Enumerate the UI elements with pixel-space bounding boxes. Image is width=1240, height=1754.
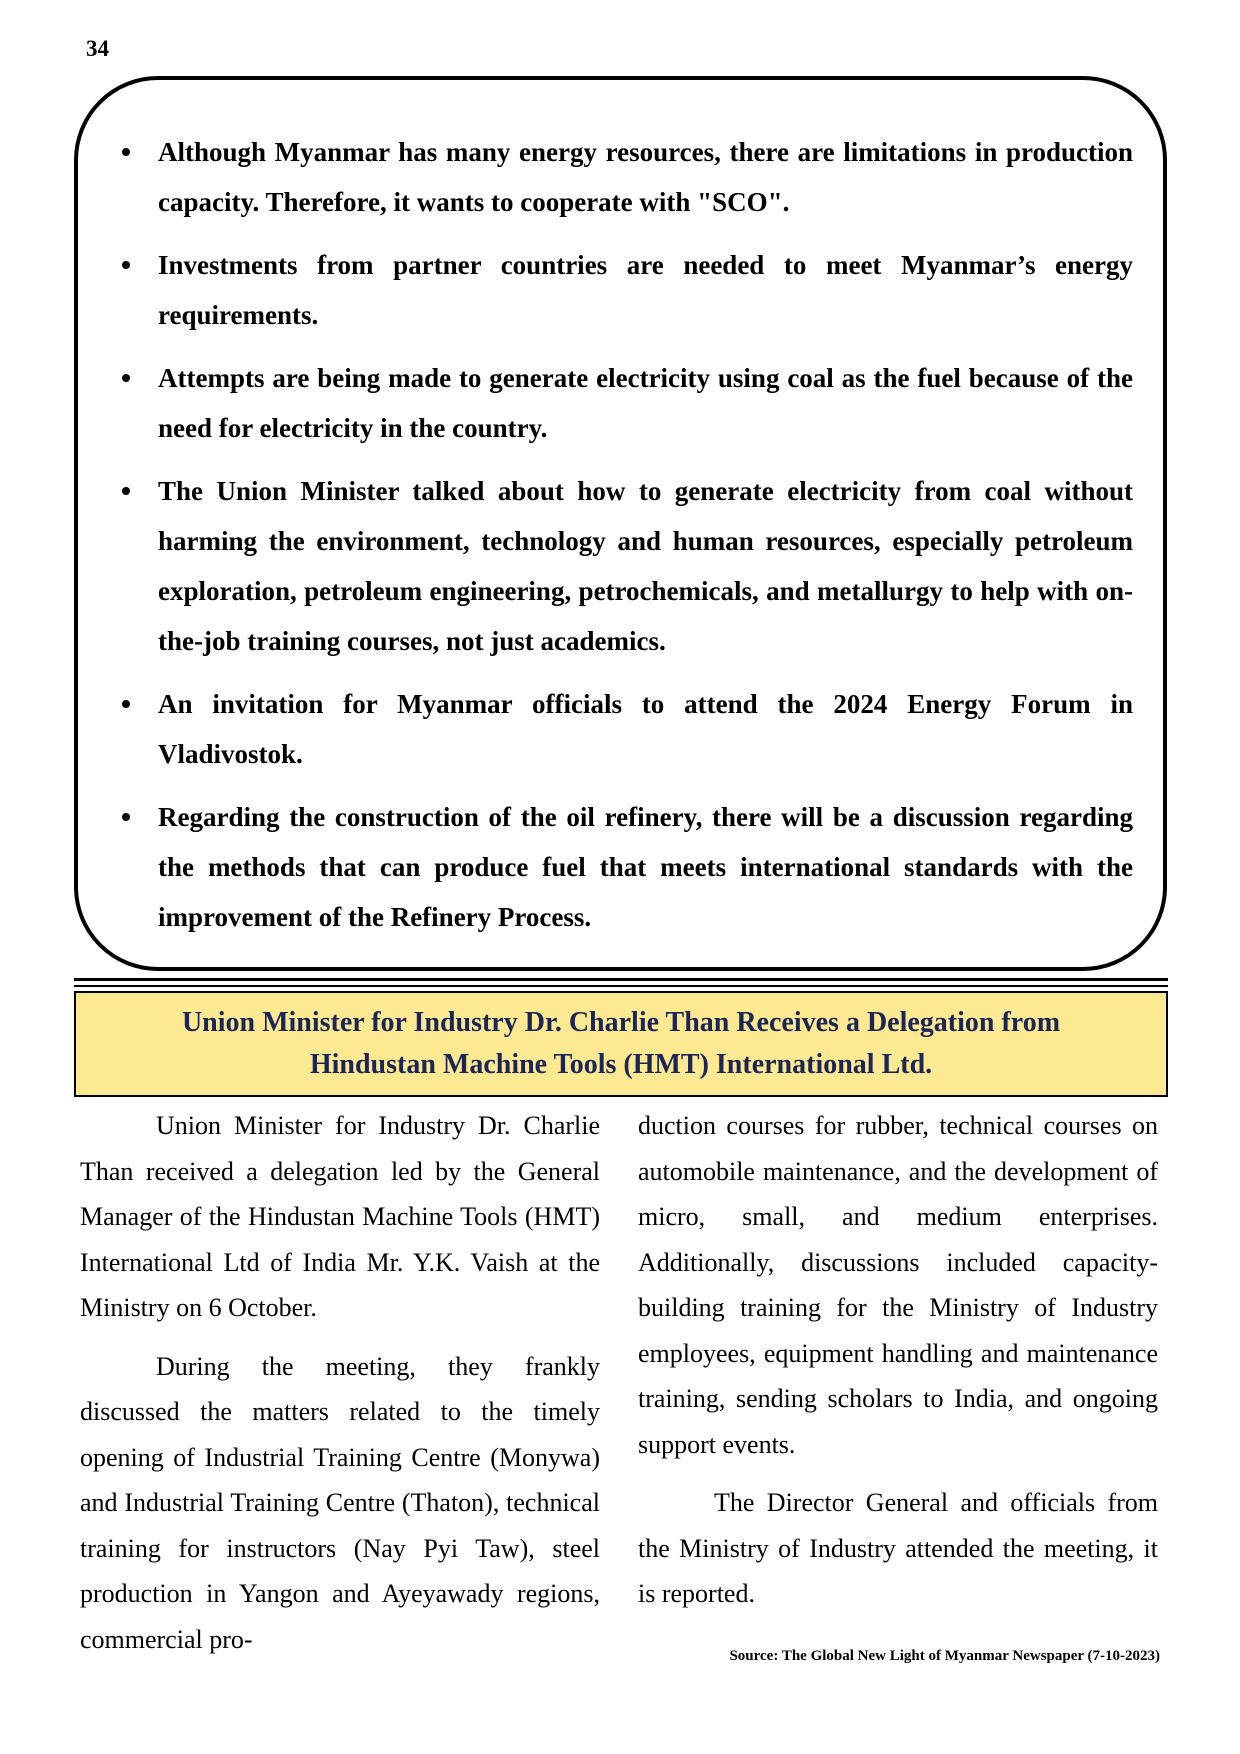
list-item — [158, 466, 1133, 666]
bullet-icon — [122, 148, 130, 156]
article-headline — [121, 1002, 1121, 1086]
paragraph: The Director General and officials from the Ministry of Industry attended the meeting, it is reported. — [638, 1488, 1158, 1608]
divider-line — [74, 978, 1168, 981]
list-item — [158, 127, 1133, 227]
headline-line-1: Union Minister for Industry Dr. Charlie Than Receives a Delegation from — [181, 1007, 1061, 1038]
article-headline-box — [74, 991, 1168, 1097]
list-item — [158, 679, 1133, 779]
list-item — [158, 353, 1133, 453]
paragraph: Union Minister for Industry Dr. Charlie Than received a delegation led by the General Manager of the Hindustan Machine Tools (HMT) International Ltd of India Mr. Y.K. Vaish at the Ministry on 6 October. — [80, 1111, 600, 1322]
list-item — [158, 240, 1133, 340]
bullet-text: Investments from partner countries are needed to meet Myanmar’s energy requirements. — [158, 250, 1133, 330]
key-points-list — [158, 127, 1133, 955]
bullet-icon — [122, 700, 130, 708]
bullet-icon — [122, 261, 130, 269]
key-points-box — [74, 76, 1167, 971]
list-item — [158, 792, 1133, 942]
source-citation: Source: The Global New Light of Myanmar Newspaper (7-10-2023) — [729, 1648, 1160, 1664]
article-column-right — [638, 1103, 1158, 1617]
bullet-text: An invitation for Myanmar officials to attend the 2024 Energy Forum in Vladivostok. — [158, 689, 1133, 769]
bullet-text: Although Myanmar has many energy resources, there are limitations in production capacity. Therefore, it wants to cooperate with "SCO". — [158, 137, 1133, 217]
bullet-text: Regarding the construction of the oil refinery, there will be a discussion regarding the methods that can produce fuel that meets international standards with the improvement of the Refinery Process. — [158, 802, 1133, 932]
page-number: 34 — [86, 36, 109, 61]
divider-line — [74, 985, 1168, 987]
bullet-text: The Union Minister talked about how to generate electricity from coal without harming the environment, technology and human resources, especially petroleum exploration, petroleum engineering, petrochemicals, and metallurgy to help with on-the-job training courses, not just academics. — [158, 476, 1133, 656]
headline-line-2: Hindustan Machine Tools (HMT) International Ltd. — [309, 1049, 933, 1080]
bullet-text: Attempts are being made to generate electricity using coal as the fuel because of the need for electricity in the country. — [158, 363, 1133, 443]
article-column-left — [80, 1103, 600, 1662]
paragraph: During the meeting, they frankly discussed the matters related to the timely opening of Industrial Training Centre (Monywa) and Industrial Training Centre (Thaton), technical training for instructors (Nay Pyi Taw), steel production in Yangon and Ayeyawady regions, commercial pro- — [80, 1351, 600, 1654]
bullet-icon — [122, 374, 130, 382]
paragraph: duction courses for rubber, technical courses on automobile maintenance, and the development of micro, small, and medium enterprises. Additionally, discussions included capacity-building training for the Ministry of Industry employees, equipment handling and maintenance training, sending scholars to India, and ongoing support events. — [638, 1111, 1158, 1459]
bullet-icon — [122, 813, 130, 821]
bullet-icon — [122, 487, 130, 495]
